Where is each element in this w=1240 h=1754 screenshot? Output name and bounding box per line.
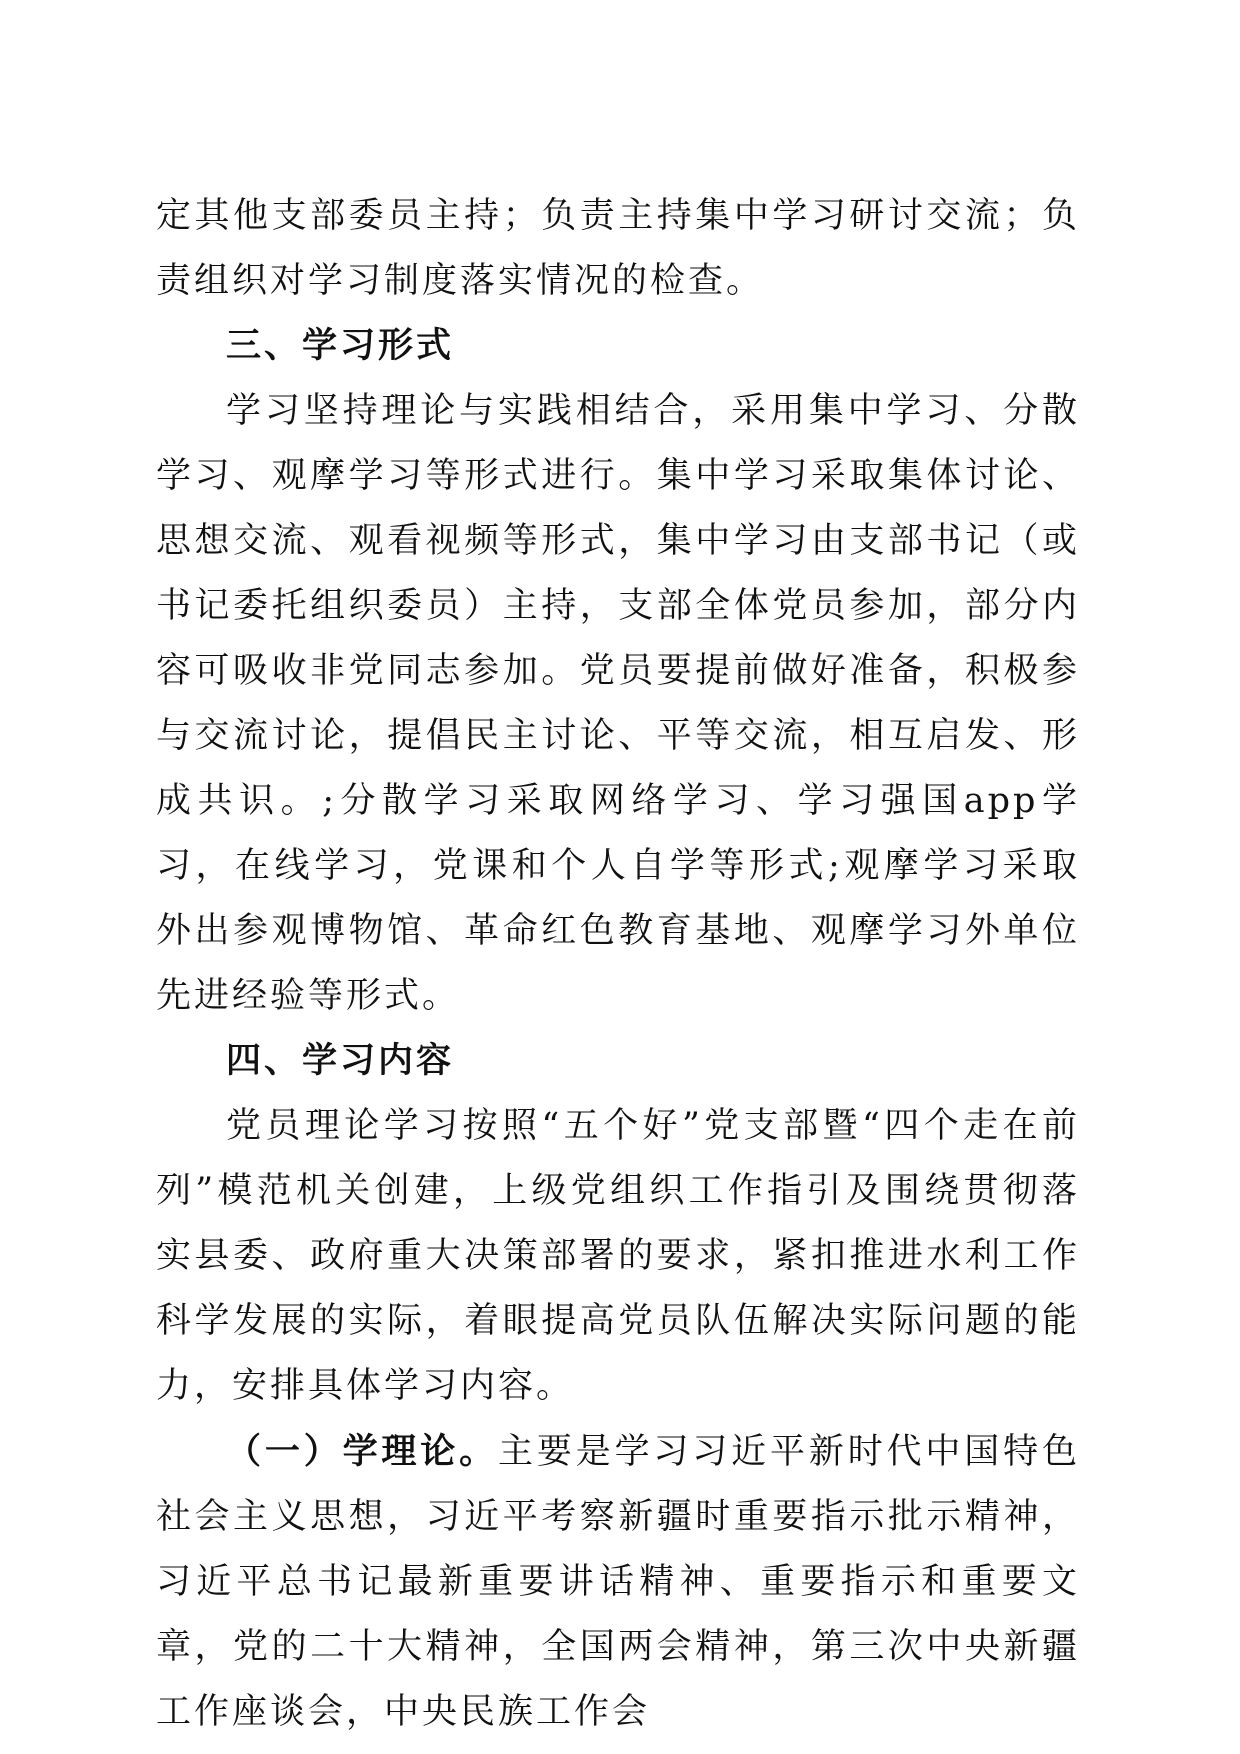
paragraph-learning-content: 党员理论学习按照“五个好”党支部暨“四个走在前列”模范机关创建，上级党组织工作指引及围绕贯彻落实县委、政府重大决策部署的要求，紧扣推进水利工作科学发展的实际，着眼提高党员队伍解决实际问题的能力，安排具体学习内容。 (156, 1106, 1080, 1406)
paragraph-continuation: 定其他支部委员主持；负责主持集中学习研讨交流；负责组织对学习制度落实情况的检查。 (156, 196, 1080, 301)
paragraph-study-theory (156, 1419, 1080, 1745)
document-body (156, 184, 1080, 1745)
subheading-study-theory: （一）学理论。 (226, 1431, 498, 1472)
section-heading-learning-content: 四、学习内容 (226, 1041, 455, 1081)
paragraph-learning-form: 学习坚持理论与实践相结合，采用集中学习、分散学习、观摩学习等形式进行。集中学习采取集体讨论、思想交流、观看视频等形式，集中学习由支部书记（或书记委托组织委员）主持，支部全体党员参加，部分内容可吸收非党同志参加。党员要提前做好准备，积极参与交流讨论，提倡民主讨论、平等交流，相互启发、形成共识。;分散学习采取网络学习、学习强国app学习，在线学习，党课和个人自学等形式;观摩学习采取外出参观博物馆、革命红色教育基地、观摩学习外单位先进经验等形式。 (156, 391, 1080, 1016)
study-theory-text: 主要是学习习近平新时代中国特色社会主义思想，习近平考察新疆时重要指示批示精神，习近平总书记最新重要讲话精神、重要指示和重要文章，党的二十大精神，全国两会精神，第三次中央新疆工作座谈会，中央民族工作会 (156, 1432, 1080, 1732)
section-heading-learning-form: 三、学习形式 (226, 326, 455, 366)
